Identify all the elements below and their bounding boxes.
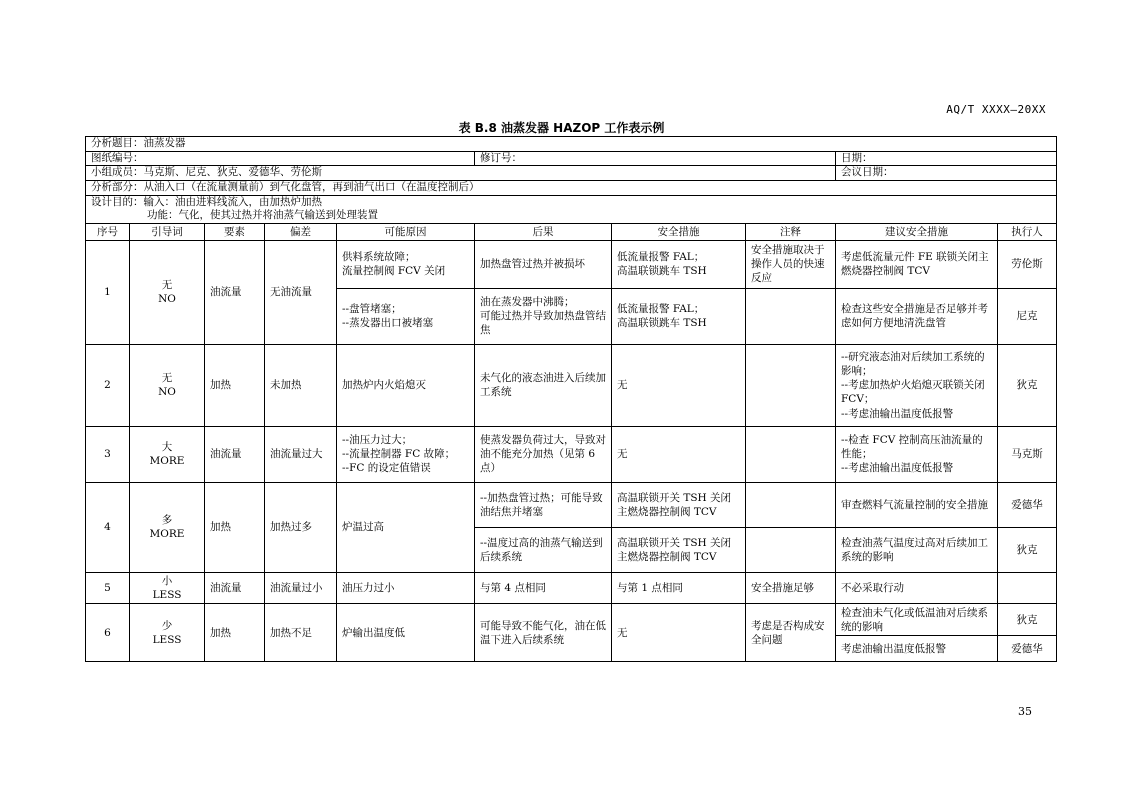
safeguard — [612, 288, 746, 344]
info-row-topic — [86, 137, 1057, 152]
deviation: 无油流量 — [265, 240, 337, 344]
recommendation: 考虑低流量元件 FE 联锁关闭主燃烧器控制阀 TCV — [836, 240, 998, 288]
recommendation: 考虑油输出温度低报警 — [836, 636, 998, 662]
cause: 炉输出温度低 — [337, 604, 475, 662]
safeguard: 高温联锁开关 TSH 关闭主燃烧器控制阀 TCV — [612, 527, 746, 572]
owner: 狄克 — [998, 527, 1057, 572]
guide-word-cn: 多 — [161, 514, 173, 527]
note: 安全措施取决于操作人员的快速反应 — [746, 240, 836, 288]
cause — [337, 240, 475, 288]
note — [746, 482, 836, 527]
guide-word — [130, 344, 205, 426]
guide-word — [130, 482, 205, 572]
element: 加热 — [205, 604, 265, 662]
element: 加热 — [205, 344, 265, 426]
design-purpose-input: 设计目的：输入：油由进料线流入，由加热炉加热 — [91, 195, 322, 208]
note — [746, 527, 836, 572]
note: 考虑是否构成安全问题 — [746, 604, 836, 662]
cause-line: 流量控制阀 FCV 关闭 — [342, 265, 446, 278]
guide-word-cn: 少 — [161, 619, 173, 632]
guide-word-en: NO — [158, 293, 176, 306]
meeting-date: 会议日期： — [836, 166, 1057, 181]
column-header-row — [86, 223, 1057, 240]
safeguard: 与第 1 点相同 — [612, 572, 746, 603]
col-header-note: 注释 — [746, 223, 836, 240]
guide-word-cn: 无 — [161, 279, 173, 292]
col-header-recommendation: 建议安全措施 — [836, 223, 998, 240]
row-number: 2 — [86, 344, 130, 426]
consequence-line: 可能过热并导致加热盘管结焦 — [480, 310, 606, 337]
recommendation-line: --研究液态油对后续加工系统的影响； — [841, 350, 985, 378]
safeguard-line: 高温联锁跳车 TSH — [617, 317, 707, 330]
consequence: 使蒸发器负荷过大，导致对油不能充分加热（见第 6 点） — [475, 426, 612, 482]
info-row-part — [86, 180, 1057, 195]
row-number: 1 — [86, 240, 130, 344]
owner: 狄克 — [998, 344, 1057, 426]
guide-word — [130, 604, 205, 662]
guide-word — [130, 240, 205, 344]
cause — [337, 288, 475, 344]
recommendation: 检查这些安全措施是否足够并考虑如何方便地清洗盘管 — [836, 288, 998, 344]
date-field: 日期： — [836, 151, 1057, 166]
note: 安全措施足够 — [746, 572, 836, 603]
cause-line: --蒸发器出口被堵塞 — [342, 317, 434, 330]
deviation: 油流量过大 — [265, 426, 337, 482]
consequence: --温度过高的油蒸气输送到后续系统 — [475, 527, 612, 572]
row-number: 4 — [86, 482, 130, 572]
revision-number: 修订号： — [475, 151, 836, 166]
hazop-worksheet-table — [85, 136, 1057, 662]
consequence: 加热盘管过热并被损坏 — [475, 240, 612, 288]
recommendation — [836, 426, 998, 482]
info-row-purpose — [86, 195, 1057, 223]
owner: 爱德华 — [998, 636, 1057, 662]
col-header-deviation: 偏差 — [265, 223, 337, 240]
recommendation-line: --考虑油输出温度低报警 — [841, 462, 954, 475]
col-header-consequence: 后果 — [475, 223, 612, 240]
guide-word-en: NO — [158, 386, 176, 399]
element: 加热 — [205, 482, 265, 572]
analysis-part: 分析部分：从油入口（在流量测量前）到气化盘管，再到油气出口（在温度控制后） — [86, 180, 1057, 195]
consequence: 可能导致不能气化，油在低温下进入后续系统 — [475, 604, 612, 662]
row-number: 3 — [86, 426, 130, 482]
safeguard-line: 低流量报警 FAL； — [617, 251, 705, 264]
design-purpose-function: 功能：气化，使其过热并将油蒸气输送到处理装置 — [147, 209, 378, 222]
table-row — [86, 344, 1057, 426]
consequence: --加热盘管过热；可能导致油结焦并堵塞 — [475, 482, 612, 527]
guide-word-cn: 大 — [161, 441, 173, 454]
consequence: 与第 4 点相同 — [475, 572, 612, 603]
cause-line: --流量控制器 FC 故障； — [342, 448, 456, 461]
cause-line: --盘管堵塞； — [342, 303, 402, 316]
table-title: 表 B.8 油蒸发器 HAZOP 工作表示例 — [458, 121, 665, 135]
guide-word-en: MORE — [149, 455, 185, 468]
table-row — [86, 604, 1057, 636]
recommendation: 不必采取行动 — [836, 572, 998, 603]
design-purpose — [86, 195, 1057, 223]
recommendation: 检查油未气化或低温油对后续系统的影响 — [836, 604, 998, 636]
safeguard — [612, 240, 746, 288]
guide-word-cn: 无 — [161, 372, 173, 385]
table-row — [86, 240, 1057, 288]
cause: 加热炉内火焰熄灭 — [337, 344, 475, 426]
recommendation-line: --考虑油输出温度低报警 — [841, 407, 954, 420]
row-number: 5 — [86, 572, 130, 603]
owner: 爱德华 — [998, 482, 1057, 527]
guide-word — [130, 572, 205, 603]
element: 油流量 — [205, 426, 265, 482]
cause — [337, 426, 475, 482]
col-header-no: 序号 — [86, 223, 130, 240]
analysis-topic: 分析题目：油蒸发器 — [86, 137, 1057, 152]
drawing-number: 图纸编号： — [86, 151, 475, 166]
recommendation — [836, 344, 998, 426]
safeguard-line: 高温联锁跳车 TSH — [617, 265, 707, 278]
safeguard: 高温联锁开关 TSH 关闭主燃烧器控制阀 TCV — [612, 482, 746, 527]
page-number: 35 — [1018, 705, 1032, 718]
row-number: 6 — [86, 604, 130, 662]
owner: 劳伦斯 — [998, 240, 1057, 288]
guide-word-en: LESS — [152, 633, 182, 646]
team-members: 小组成员：马克斯、尼克、狄克、爱德华、劳伦斯 — [86, 166, 836, 181]
recommendation-line: --考虑加热炉火焰熄灭联锁关闭 FCV； — [841, 379, 985, 406]
deviation: 油流量过小 — [265, 572, 337, 603]
safeguard: 无 — [612, 344, 746, 426]
owner — [998, 572, 1057, 603]
note — [746, 344, 836, 426]
guide-word-cn: 小 — [161, 574, 173, 587]
deviation: 加热不足 — [265, 604, 337, 662]
col-header-safeguard: 安全措施 — [612, 223, 746, 240]
deviation: 加热过多 — [265, 482, 337, 572]
info-row-team — [86, 166, 1057, 181]
owner: 狄克 — [998, 604, 1057, 636]
guide-word-en: LESS — [152, 589, 182, 602]
deviation: 未加热 — [265, 344, 337, 426]
cause-line: --FC 的设定值错误 — [342, 462, 431, 475]
col-header-owner: 执行人 — [998, 223, 1057, 240]
recommendation: 审查燃料气流量控制的安全措施 — [836, 482, 998, 527]
table-row — [86, 426, 1057, 482]
owner: 马克斯 — [998, 426, 1057, 482]
note — [746, 288, 836, 344]
col-header-element: 要素 — [205, 223, 265, 240]
owner: 尼克 — [998, 288, 1057, 344]
table-row — [86, 572, 1057, 603]
col-header-guide-word: 引导词 — [130, 223, 205, 240]
cause: 油压力过小 — [337, 572, 475, 603]
recommendation: 检查油蒸气温度过高对后续加工系统的影响 — [836, 527, 998, 572]
recommendation-line: --检查 FCV 控制高压油流量的性能； — [841, 434, 983, 461]
safeguard: 无 — [612, 604, 746, 662]
safeguard: 无 — [612, 426, 746, 482]
guide-word-en: MORE — [149, 528, 185, 541]
cause: 炉温过高 — [337, 482, 475, 572]
cause-line: 供料系统故障； — [342, 251, 416, 264]
table-row — [86, 482, 1057, 527]
element: 油流量 — [205, 572, 265, 603]
cause-line: --油压力过大； — [342, 434, 413, 447]
col-header-cause: 可能原因 — [337, 223, 475, 240]
note — [746, 426, 836, 482]
consequence — [475, 288, 612, 344]
safeguard-line: 低流量报警 FAL； — [617, 303, 705, 316]
consequence-line: 油在蒸发器中沸腾； — [480, 296, 575, 309]
standard-code: AQ/T XXXX—20XX — [946, 103, 1046, 116]
element: 油流量 — [205, 240, 265, 344]
consequence: 未气化的液态油进入后续加工系统 — [475, 344, 612, 426]
info-row-drawing — [86, 151, 1057, 166]
guide-word — [130, 426, 205, 482]
